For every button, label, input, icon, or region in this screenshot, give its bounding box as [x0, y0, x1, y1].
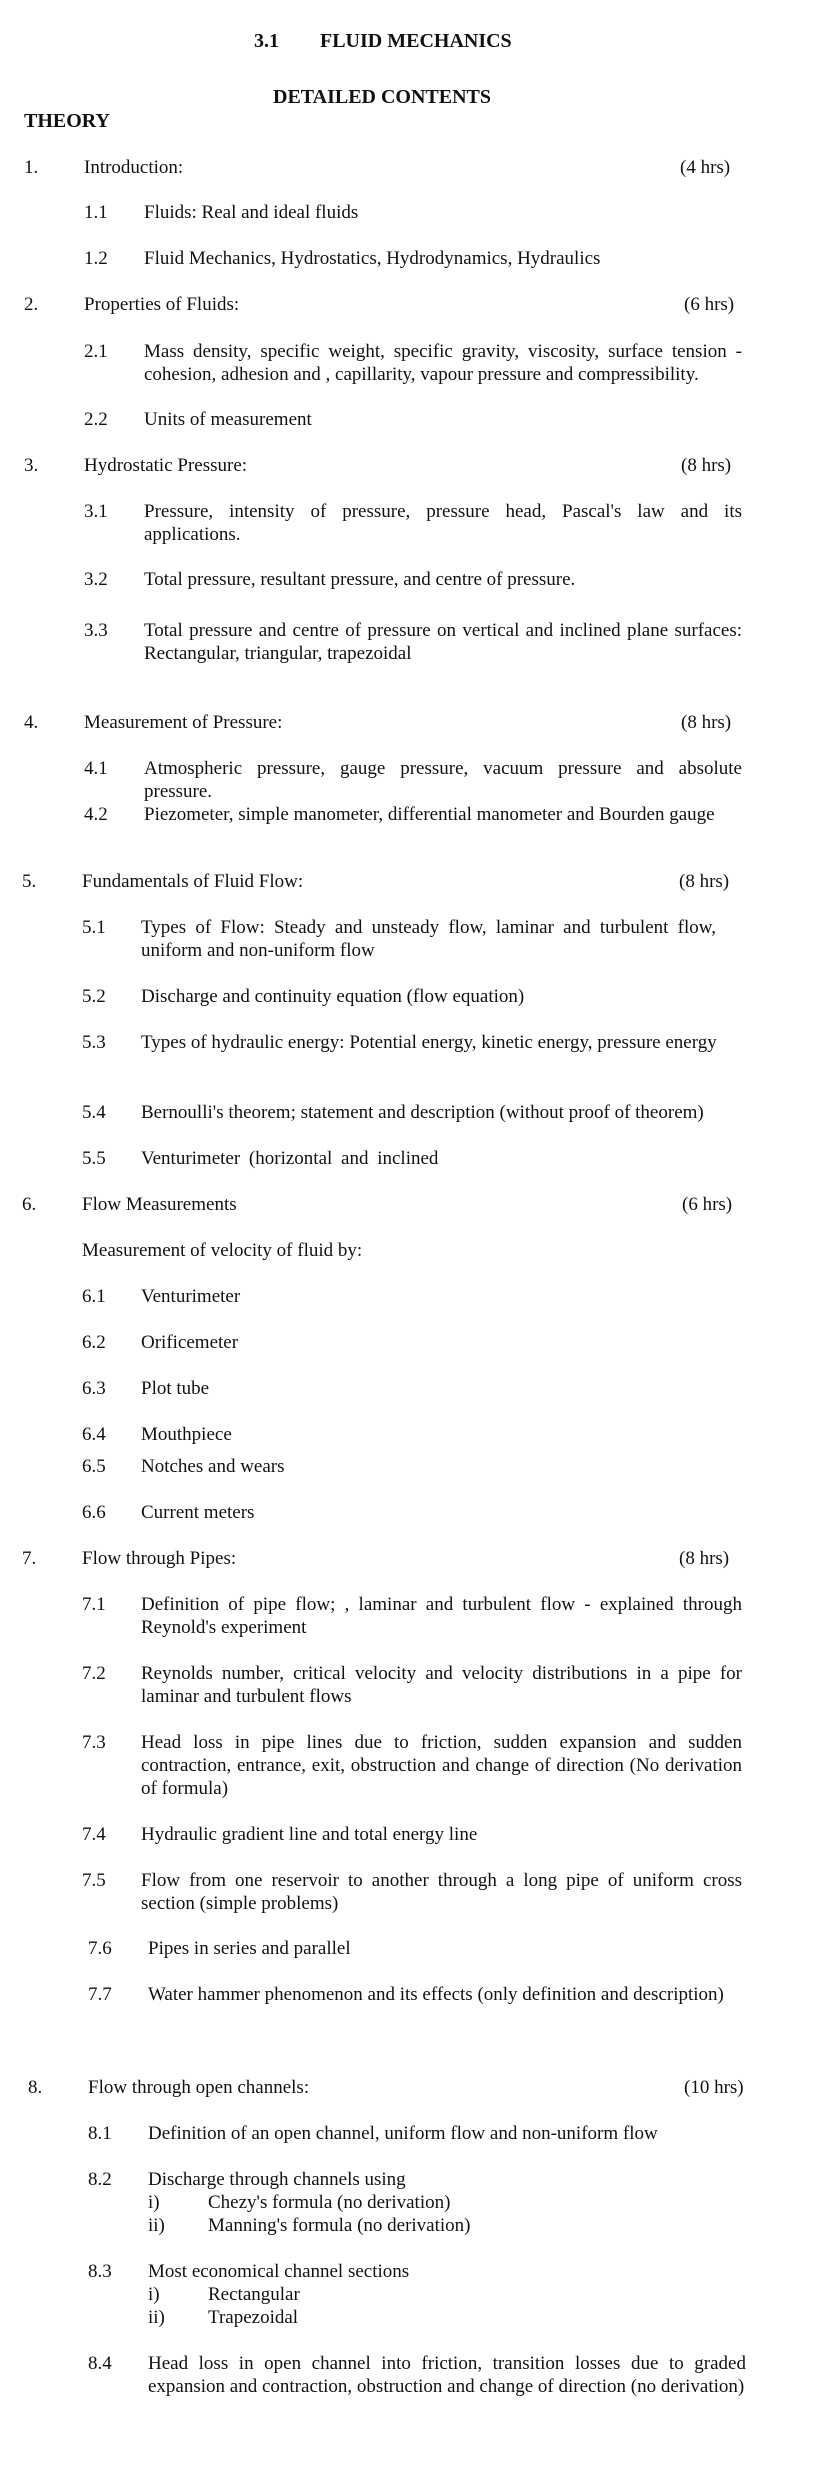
section-number: 8.: [28, 2077, 43, 2098]
item-text: Hydraulic gradient line and total energy line: [141, 1824, 478, 1845]
section-title: Properties of Fluids:: [84, 294, 240, 315]
item-text: Head loss in pipe lines due to friction, sudden expansion and sudden contraction, entrance, exit, obstruction and change of direction (No derivation of formula): [141, 1732, 742, 1799]
item-text: Total pressure, resultant pressure, and centre of pressure.: [144, 569, 576, 590]
item-text: Head loss in open channel into friction, transition losses due to graded expansion and contraction, obstruction and change of direction (no derivation): [148, 2353, 746, 2397]
item-text: Fluids: Real and ideal fluids: [144, 202, 359, 223]
course-number: 3.1: [254, 30, 279, 52]
item-text: Total pressure and centre of pressure on vertical and inclined plane surfaces: Rectangular, triangular, trapezoidal: [144, 620, 742, 664]
item-text: Plot tube: [141, 1378, 210, 1399]
item-text: Reynolds number, critical velocity and velocity distributions in a pipe for laminar and turbulent flows: [141, 1663, 742, 1707]
item-number: 8.2: [88, 2169, 112, 2190]
item-number: 1.2: [84, 248, 108, 269]
section-number: 6.: [22, 1194, 37, 1215]
section-number: 5.: [22, 871, 37, 892]
item-number: 5.1: [82, 917, 106, 938]
item-number: 4.2: [84, 804, 108, 825]
section-number: 2.: [24, 294, 39, 315]
item-number: 6.6: [82, 1502, 106, 1523]
item-text: Units of measurement: [144, 409, 312, 430]
item-number: 1.1: [84, 202, 108, 223]
item-number: 5.3: [82, 1032, 106, 1053]
section-hours: (10 hrs): [684, 2077, 744, 2098]
item-number: 6.2: [82, 1332, 106, 1353]
section-number: 4.: [24, 712, 39, 733]
item-text: Venturimeter (horizontal and inclined: [141, 1148, 439, 1169]
item-text: Pressure, intensity of pressure, pressure head, Pascal's law and its applications.: [144, 501, 742, 545]
item-number: 7.2: [82, 1663, 106, 1684]
item-number: 7.4: [82, 1824, 106, 1845]
item-text: Most economical channel sections: [148, 2261, 410, 2282]
item-text: Mouthpiece: [141, 1424, 232, 1445]
sub-item-number: i): [148, 2192, 160, 2213]
item-number: 6.5: [82, 1456, 106, 1477]
theory-heading: THEORY: [24, 110, 110, 132]
item-number: 5.2: [82, 986, 106, 1007]
item-text: Definition of an open channel, uniform flow and non-uniform flow: [148, 2123, 658, 2144]
item-text: Venturimeter: [141, 1286, 241, 1307]
item-number: 2.2: [84, 409, 108, 430]
section-title: Introduction:: [84, 157, 184, 178]
item-text: Atmospheric pressure, gauge pressure, vacuum pressure and absolute pressure.: [144, 758, 742, 802]
section-title: Measurement of Pressure:: [84, 712, 283, 733]
section-title: Hydrostatic Pressure:: [84, 455, 248, 476]
item-text: Discharge through channels using: [148, 2169, 406, 2190]
section-intro: Measurement of velocity of fluid by:: [82, 1240, 363, 1261]
item-number: 7.3: [82, 1732, 106, 1753]
item-number: 7.5: [82, 1870, 106, 1891]
sub-item-number: ii): [148, 2307, 165, 2328]
detailed-contents-heading: DETAILED CONTENTS: [273, 86, 492, 108]
item-text: Mass density, specific weight, specific gravity, viscosity, surface tension - cohesion, adhesion and , capillarity, vapour pressure and compressibility.: [144, 341, 742, 385]
sub-item-text: Manning's formula (no derivation): [208, 2215, 471, 2236]
section-hours: (8 hrs): [679, 1548, 730, 1569]
section-hours: (4 hrs): [680, 157, 731, 178]
item-text: Types of Flow: Steady and unsteady flow, laminar and turbulent flow, uniform and non-uniform flow: [141, 917, 716, 961]
section-hours: (8 hrs): [681, 455, 732, 476]
item-text: Definition of pipe flow; , laminar and turbulent flow - explained through Reynold's experiment: [141, 1594, 742, 1638]
item-number: 3.3: [84, 620, 108, 641]
item-number: 6.3: [82, 1378, 106, 1399]
item-number: 6.4: [82, 1424, 106, 1445]
section-number: 1.: [24, 157, 39, 178]
sub-item-text: Chezy's formula (no derivation): [208, 2192, 451, 2213]
section-hours: (6 hrs): [682, 1194, 733, 1215]
item-text: Orificemeter: [141, 1332, 239, 1353]
item-number: 4.1: [84, 758, 108, 779]
section-hours: (8 hrs): [679, 871, 730, 892]
item-text: Fluid Mechanics, Hydrostatics, Hydrodynamics, Hydraulics: [144, 248, 601, 269]
item-number: 6.1: [82, 1286, 106, 1307]
item-number: 8.1: [88, 2123, 112, 2144]
item-text: Piezometer, simple manometer, differential manometer and Bourden gauge: [144, 804, 715, 825]
section-number: 7.: [22, 1548, 37, 1569]
item-number: 8.3: [88, 2261, 112, 2282]
item-text: Bernoulli's theorem; statement and description (without proof of theorem): [141, 1102, 704, 1123]
item-number: 8.4: [88, 2353, 112, 2374]
sub-item-number: ii): [148, 2215, 165, 2236]
item-number: 5.5: [82, 1148, 106, 1169]
item-number: 5.4: [82, 1102, 106, 1123]
item-text: Pipes in series and parallel: [148, 1938, 351, 1959]
item-number: 7.7: [88, 1984, 112, 2005]
sub-item-text: Rectangular: [208, 2284, 300, 2305]
item-text: Water hammer phenomenon and its effects (only definition and description): [148, 1984, 724, 2005]
item-number: 7.1: [82, 1594, 106, 1615]
section-title: Flow through open channels:: [88, 2077, 310, 2098]
item-text: Current meters: [141, 1502, 255, 1523]
item-text: Discharge and continuity equation (flow equation): [141, 986, 525, 1007]
section-hours: (8 hrs): [681, 712, 732, 733]
section-title: Flow through Pipes:: [82, 1548, 237, 1569]
item-number: 2.1: [84, 341, 108, 362]
item-text: Notches and wears: [141, 1456, 285, 1477]
item-number: 7.6: [88, 1938, 112, 1959]
item-text: Types of hydraulic energy: Potential energy, kinetic energy, pressure energy: [141, 1032, 717, 1053]
item-number: 3.2: [84, 569, 108, 590]
sub-item-text: Trapezoidal: [208, 2307, 299, 2328]
section-title: Fundamentals of Fluid Flow:: [82, 871, 304, 892]
item-number: 3.1: [84, 501, 108, 522]
section-title: Flow Measurements: [82, 1194, 237, 1215]
item-text: Flow from one reservoir to another through a long pipe of uniform cross section (simple problems): [141, 1870, 742, 1914]
section-hours: (6 hrs): [684, 294, 735, 315]
sub-item-number: i): [148, 2284, 160, 2305]
section-number: 3.: [24, 455, 39, 476]
course-title: FLUID MECHANICS: [320, 30, 512, 52]
